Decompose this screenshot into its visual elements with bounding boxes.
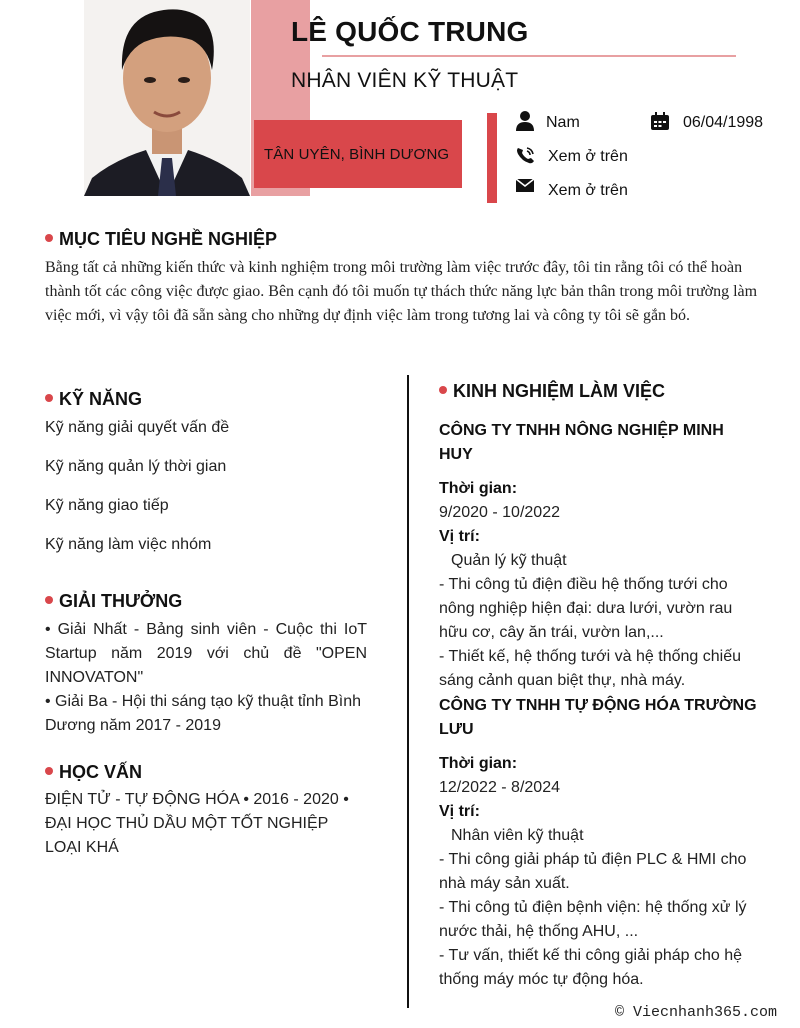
job-detail: - Tư vấn, thiết kế thi công giải pháp cho hệ thống máy móc tự động hóa. bbox=[439, 947, 743, 988]
portrait-illustration bbox=[84, 0, 250, 196]
bullet-dot bbox=[45, 767, 53, 775]
skill-item: Kỹ năng quản lý thời gian bbox=[45, 458, 227, 475]
envelope-icon bbox=[516, 179, 534, 193]
location-box bbox=[254, 120, 462, 188]
experience-heading bbox=[439, 381, 665, 402]
job-detail: - Thi công tủ điện bệnh viện: hệ thống xử lý nước thải, hệ thống AHU, ... bbox=[439, 899, 747, 940]
phone-icon bbox=[516, 146, 536, 164]
skills-heading bbox=[45, 389, 142, 410]
skill-item: Kỹ năng giao tiếp bbox=[45, 497, 169, 514]
position-label: Vị trí: bbox=[439, 528, 480, 545]
skill-item: Kỹ năng giải quyết vấn đề bbox=[45, 419, 230, 436]
job-detail: - Thi công giải pháp tủ điện PLC & HMI cho nhà máy sản xuất. bbox=[439, 851, 747, 892]
objective-text: Bằng tất cả những kiến thức và kinh nghiệm trong môi trường làm việc trước đây, tôi tin rằng tôi có thể hoàn thành tốt các công việc được giao. Bên cạnh đó tôi muốn tự thách thức năng lực bản thân trong môi trường làm việc mới, vì vậy tôi đã sẵn sàng cho những dự định việc làm trong tương lai và công ty tôi sẽ gắn bó. bbox=[45, 259, 758, 324]
experience-title: KINH NGHIỆM LÀM VIỆC bbox=[453, 381, 666, 401]
email-value: Xem ở trên bbox=[548, 182, 628, 199]
phone-value: Xem ở trên bbox=[548, 148, 628, 165]
award-item: • Giải Ba - Hội thi sáng tạo kỹ thuật tỉnh Bình Dương năm 2017 - 2019 bbox=[45, 693, 361, 734]
bullet-dot bbox=[45, 596, 53, 604]
job-time: 9/2020 - 10/2022 bbox=[439, 504, 560, 521]
objective-heading bbox=[45, 229, 277, 250]
company-name: CÔNG TY TNHH NÔNG NGHIỆP MINH HUY bbox=[439, 422, 724, 463]
birthday-value: 06/04/1998 bbox=[683, 114, 764, 131]
job-time: 12/2022 - 8/2024 bbox=[439, 779, 560, 796]
job-position: Quản lý kỹ thuật bbox=[451, 552, 567, 569]
time-label: Thời gian: bbox=[439, 480, 518, 497]
job-detail: - Thiết kế, hệ thống tưới và hệ thống chiếu sáng cảnh quan biệt thự, nhà máy. bbox=[439, 648, 741, 689]
job-title: NHÂN VIÊN KỸ THUẬT bbox=[291, 69, 519, 92]
job-detail: - Thi công tủ điện điều hệ thống tưới cho nông nghiệp hiện đại: dưa lưới, vườn rau hữu cơ, cây ăn trái, vườn lan,... bbox=[439, 576, 733, 641]
bullet-dot bbox=[45, 234, 53, 242]
skill-item: Kỹ năng làm việc nhóm bbox=[45, 536, 212, 553]
candidate-name: LÊ QUỐC TRUNG bbox=[291, 16, 529, 47]
time-label: Thời gian: bbox=[439, 755, 518, 772]
user-icon bbox=[516, 111, 534, 131]
job-entry bbox=[439, 419, 761, 693]
footer-watermark: © Viecnhanh365.com bbox=[615, 1004, 778, 1021]
award-item: • Giải Nhất - Bảng sinh viên - Cuộc thi IoT Startup năm 2019 với chủ đề "OPEN INNOVATON" bbox=[45, 621, 367, 686]
skills-title: KỸ NĂNG bbox=[59, 389, 143, 409]
location-text: TÂN UYÊN, BÌNH DƯƠNG bbox=[264, 145, 450, 163]
awards-list bbox=[45, 618, 367, 738]
objective-title: MỤC TIÊU NGHỀ NGHIỆP bbox=[59, 229, 278, 249]
bullet-dot bbox=[45, 394, 53, 402]
awards-title: GIẢI THƯỞNG bbox=[59, 591, 183, 611]
profile-photo bbox=[84, 0, 250, 196]
education-text: ĐIỆN TỬ - TỰ ĐỘNG HÓA • 2016 - 2020 • ĐẠI HỌC THỦ DẦU MỘT TỐT NGHIỆP LOẠI KHÁ bbox=[45, 791, 349, 856]
contact-accent-bar bbox=[487, 113, 497, 203]
name-underline bbox=[322, 55, 736, 57]
gender-value: Nam bbox=[546, 114, 580, 131]
bullet-dot bbox=[439, 386, 447, 394]
education-heading bbox=[45, 762, 142, 783]
company-name: CÔNG TY TNHH TỰ ĐỘNG HÓA TRƯỜNG LƯU bbox=[439, 697, 757, 738]
job-position: Nhân viên kỹ thuật bbox=[451, 827, 584, 844]
calendar-icon bbox=[651, 112, 669, 130]
job-entry bbox=[439, 694, 761, 992]
awards-heading bbox=[45, 591, 182, 612]
position-label: Vị trí: bbox=[439, 803, 480, 820]
column-divider bbox=[407, 375, 409, 1008]
education-title: HỌC VẤN bbox=[59, 762, 143, 782]
